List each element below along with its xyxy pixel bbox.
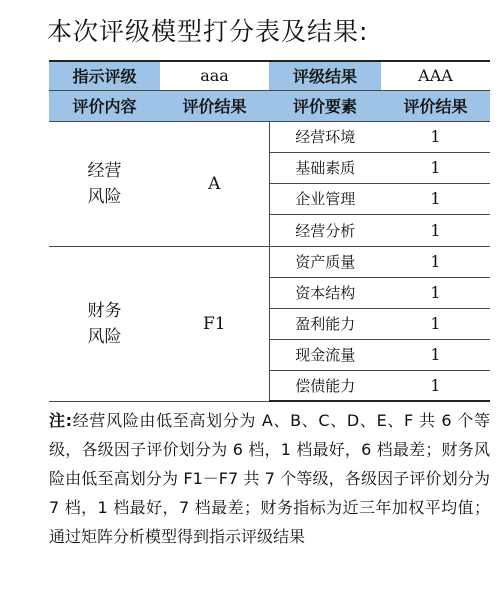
category-label-line2: 风险 <box>87 326 122 347</box>
factor-score: 1 <box>381 121 490 152</box>
factor-name: 基础素质 <box>269 152 381 183</box>
factor-score: 1 <box>381 183 490 214</box>
table-row <box>49 121 490 152</box>
column-header: 评价结果 <box>160 90 269 121</box>
summary-row <box>49 61 490 90</box>
factor-name: 企业管理 <box>269 183 381 214</box>
factor-name: 资产质量 <box>269 246 381 277</box>
category-label-line1: 财务 <box>87 300 122 321</box>
column-header: 评价要素 <box>269 90 381 121</box>
rating-result-value: AAA <box>381 61 490 90</box>
indicator-rating-label: 指示评级 <box>49 61 160 90</box>
factor-score: 1 <box>381 339 490 370</box>
category-grade: F1 <box>160 246 269 401</box>
indicator-rating-value: aaa <box>160 61 269 90</box>
rating-score-table <box>49 60 490 402</box>
category-label-line1: 经营 <box>87 160 122 181</box>
rating-result-label: 评级结果 <box>269 61 381 90</box>
category-cell <box>49 121 160 246</box>
factor-score: 1 <box>381 370 490 401</box>
page-title: 本次评级模型打分表及结果: <box>47 17 369 46</box>
factor-name: 资本结构 <box>269 277 381 308</box>
factor-score: 1 <box>381 152 490 183</box>
table-row <box>49 246 490 277</box>
footnote-text: 经营风险由低至高划分为 A、B、C、D、E、F 共 6 个等级，各级因子评价划分为 6 档，1 档最好，6 档最差；财务风险由低至高划分为 F1－F7 共 7 个等级，各级因子评价划分为 7 档，1 档最好，7 档最差；财务指标为近三年加权平均值；通过矩阵分析模型得到指示评级结果 <box>49 411 490 546</box>
factor-name: 偿债能力 <box>269 370 381 401</box>
column-header-row <box>49 90 490 121</box>
factor-name: 经营分析 <box>269 214 381 246</box>
factor-score: 1 <box>381 246 490 277</box>
factor-score: 1 <box>381 308 490 339</box>
factor-score: 1 <box>381 214 490 246</box>
factor-name: 经营环境 <box>269 121 381 152</box>
footnote-label: 注: <box>49 411 73 430</box>
factor-score: 1 <box>381 277 490 308</box>
column-header: 评价内容 <box>49 90 160 121</box>
category-grade: A <box>160 121 269 246</box>
factor-name: 盈利能力 <box>269 308 381 339</box>
footnote <box>49 406 490 551</box>
column-header: 评价结果 <box>381 90 490 121</box>
category-label-line2: 风险 <box>87 186 122 207</box>
factor-name: 现金流量 <box>269 339 381 370</box>
category-cell <box>49 246 160 401</box>
